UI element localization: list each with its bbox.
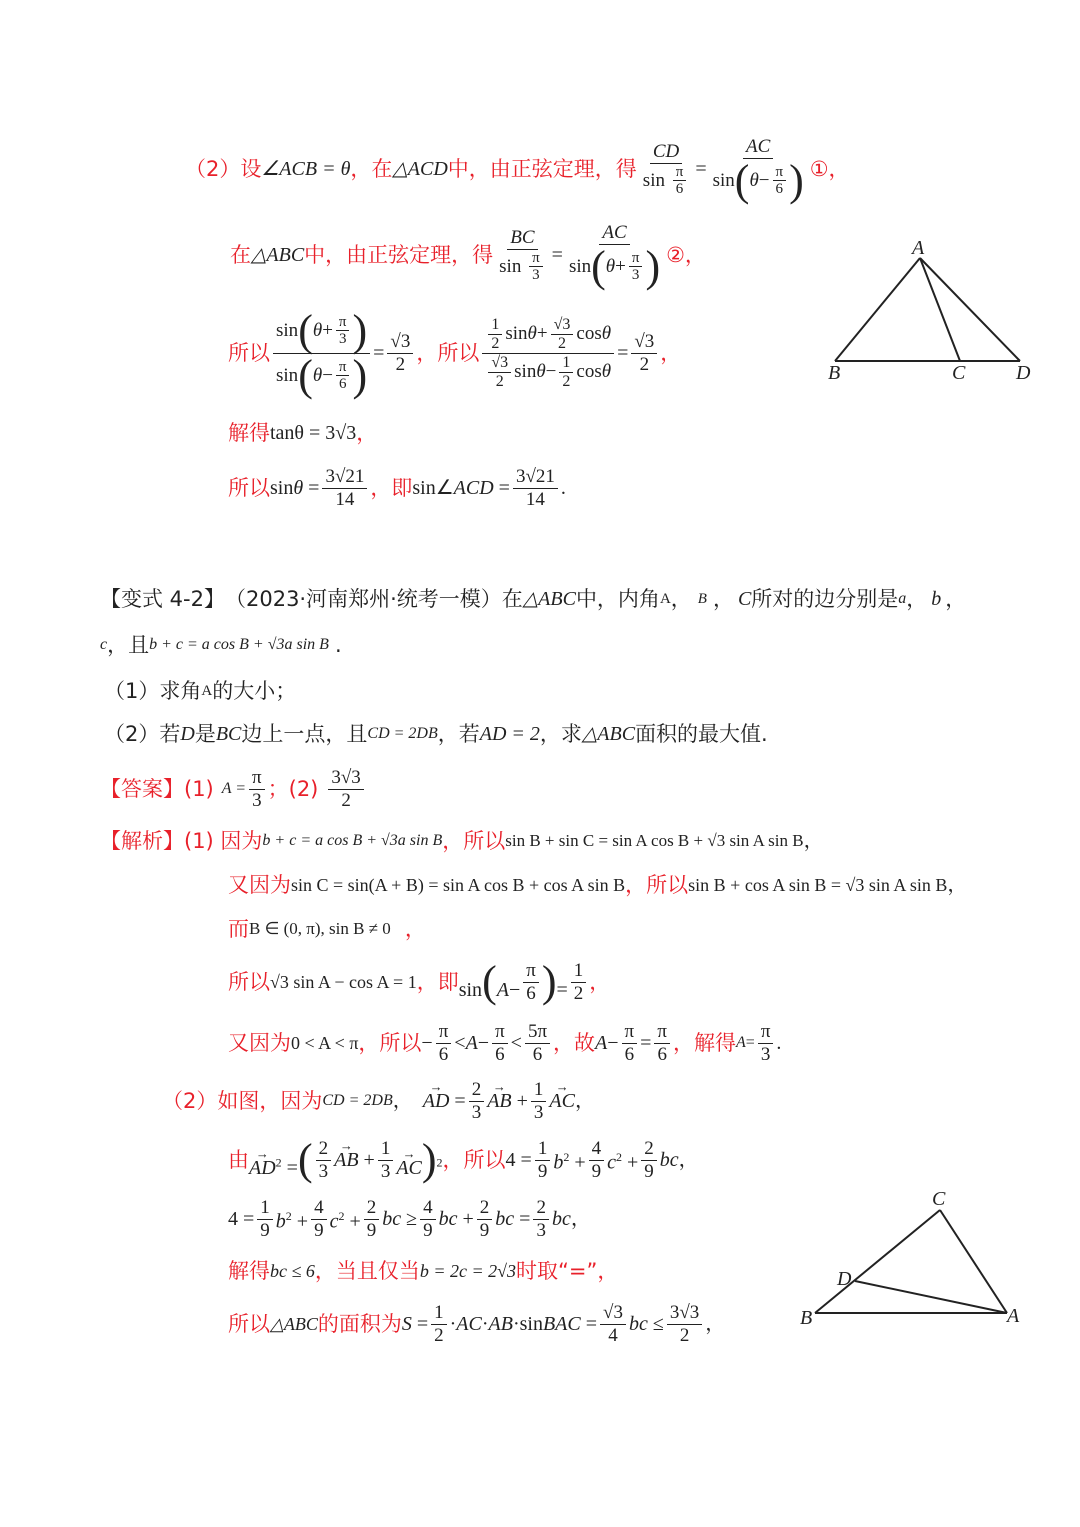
text-because: 又因为 bbox=[228, 1031, 291, 1055]
var-a-upper: A bbox=[201, 683, 213, 699]
sol-line-3: 所以 sin ( θ + $\frac{\pi}{3}$ ) sin ( θ − $\frac{\pi}{6}$ ) = $\frac{√3}{2}$ ，所以 $\frac{1}{2}$ sin θ + $\frac{√3}{2}$ cos θ $\frac{√3}{2}$ sin θ − $\frac{1}{2}$ cos θ = $\frac{√3}{2}$ ， bbox=[228, 305, 682, 400]
variant-heading: 【变式 4-2】 bbox=[100, 587, 225, 611]
text: 所对的边分别是 bbox=[751, 587, 899, 611]
segment-bc: BC bbox=[215, 723, 242, 745]
expr: bc ≤ 6 bbox=[270, 1261, 315, 1281]
frac-4-9: $\frac{4}{9}$ bbox=[589, 1138, 605, 1183]
text: ，求 bbox=[539, 722, 582, 746]
fig1-label-d: D bbox=[1016, 362, 1031, 384]
triangle-figure-1 bbox=[820, 238, 1040, 388]
comma: ， bbox=[803, 830, 824, 852]
var-c-upper: C bbox=[737, 588, 752, 610]
triangle-abc: △ABC bbox=[522, 588, 576, 610]
frac-4-9: $\frac{4}{9}$ bbox=[420, 1197, 436, 1242]
text-in-2: 在 bbox=[230, 243, 251, 267]
text-so: ，所以 bbox=[442, 829, 506, 853]
sep: ， bbox=[712, 587, 734, 611]
sep: ； bbox=[267, 777, 289, 801]
sol-part-label: （2）设 bbox=[185, 157, 262, 181]
expr: b = 2c = 2√3 bbox=[419, 1261, 517, 1281]
text-ie: ，即 bbox=[416, 970, 459, 994]
sol-line-4 bbox=[228, 418, 377, 448]
frac-2-3: $\frac{2}{3}$ bbox=[316, 1138, 332, 1183]
var-b-upper: B bbox=[697, 591, 707, 607]
triangle-figure-2 bbox=[795, 1185, 1035, 1335]
text-so: ，所以 bbox=[358, 1031, 422, 1055]
frac-pi-6: $\frac{\pi}{6}$ bbox=[523, 960, 539, 1005]
expr: b + c = a cos B + √3a sin B bbox=[262, 832, 443, 849]
analysis-part-2: （2）如图，因为 bbox=[162, 1089, 323, 1113]
text-equality: 时取“=”， bbox=[516, 1259, 619, 1283]
q2-text: （2）若 bbox=[104, 722, 181, 746]
point-d: D bbox=[180, 723, 195, 745]
frac-pi-6: $\frac{\pi}{6}$ bbox=[492, 1021, 508, 1066]
fig2-label-a: A bbox=[1007, 1305, 1020, 1327]
frac-root3-over-2: $\frac{√3}{2}$ bbox=[387, 331, 413, 376]
triangle-acd: △ACD bbox=[392, 158, 448, 180]
angle-expr: ∠ACB = θ bbox=[261, 158, 351, 180]
sep: ， bbox=[670, 587, 692, 611]
frac-4-9: $\frac{4}{9}$ bbox=[311, 1197, 327, 1242]
answer-line bbox=[100, 762, 367, 816]
tan-result: tanθ = 3√3 bbox=[270, 422, 357, 444]
text-hence: ，故 bbox=[553, 1031, 596, 1055]
text-because: 又因为 bbox=[228, 873, 291, 897]
expr: sin C = sin(A + B) = sin A cos B + cos A sin B bbox=[291, 875, 626, 895]
text-solve: ，解得 bbox=[673, 1031, 736, 1055]
period: . bbox=[560, 477, 566, 499]
text-and: 而 bbox=[228, 917, 249, 941]
frac-1-2: $\frac{1}{2}$ bbox=[431, 1302, 447, 1347]
fig1-label-c: C bbox=[952, 362, 966, 384]
text-so: 所以 bbox=[228, 476, 270, 500]
q1-end: 的大小； bbox=[212, 679, 297, 703]
frac-3root3-2: $\frac{3√3}{2}$ bbox=[667, 1302, 702, 1347]
frac-2-9: $\frac{2}{9}$ bbox=[641, 1138, 657, 1183]
var-a-upper: A bbox=[659, 591, 671, 607]
fig2-label-b: B bbox=[800, 1307, 813, 1329]
frac-pi-6: $\frac{\pi}{6}$ bbox=[436, 1021, 452, 1066]
text-so: 所以 bbox=[228, 1312, 270, 1336]
ratio-sin-fraction: sin ( θ + $\frac{\pi}{3}$ ) sin ( θ − $\frac{\pi}{6}$ ) bbox=[273, 309, 370, 398]
text-sine-law: 中，由正弦定理，得 bbox=[447, 157, 637, 181]
comma: ， bbox=[947, 874, 968, 896]
text: 是 bbox=[194, 722, 216, 746]
ad-expr: AD = 2 bbox=[479, 723, 540, 745]
frac-pi-6: $\frac{\pi}{6}$ bbox=[622, 1021, 638, 1066]
comma: ， bbox=[678, 1149, 699, 1171]
sol-line-1: （2）设 ∠ACB = θ ，在 △ACD 中，由正弦定理，得 CD sin $\frac{\pi}{6}$ = AC sin ( θ − $\frac{\pi}{6}$ ) ①， bbox=[185, 135, 850, 205]
analysis-part2-line-5: 所以 △ABC 的面积为 S = $\frac{1}{2}$ ·AC·AB·sinBAC = $\frac{√3}{4}$ bc ≤ $\frac{3√3}{2}$ ， bbox=[228, 1301, 726, 1346]
frac-2-3: $\frac{2}{3}$ bbox=[533, 1197, 549, 1242]
frac-2-9: $\frac{2}{9}$ bbox=[364, 1197, 380, 1242]
text-so: 所以 bbox=[228, 970, 270, 994]
frac-pi-3: $\frac{\pi}{3}$ bbox=[758, 1021, 774, 1066]
text-ie: ，即 bbox=[370, 476, 413, 500]
frac-1-9: $\frac{1}{9}$ bbox=[535, 1138, 551, 1183]
cd-expr: CD = 2DB bbox=[322, 1092, 393, 1109]
text-solve: 解得 bbox=[228, 421, 270, 445]
comma: ， bbox=[404, 917, 426, 941]
fraction-ac-sin-2: AC sin ( θ + $\frac{\pi}{3}$ ) bbox=[568, 221, 661, 291]
comma: ， bbox=[356, 421, 378, 445]
frac-3root21-14: $\frac{3√21}{14}$ bbox=[322, 466, 367, 511]
sol-line-5: 所以 sinθ = $\frac{3√21}{14}$ ，即 sin∠ACD = $\frac{3√21}{14}$ . bbox=[228, 465, 566, 510]
text-from: 由 bbox=[228, 1148, 249, 1172]
text-so-2: ，所以 bbox=[416, 341, 480, 365]
analysis-line-4: 所以 √3 sin A − cos A = 1 ，即 sin(A− $\frac{\pi}{6}$ )= $\frac{1}{2}$ ， bbox=[228, 956, 611, 1006]
comma: ， bbox=[589, 970, 611, 994]
triangle-abc: △ABC bbox=[270, 1314, 318, 1334]
variant-line-1 bbox=[100, 584, 966, 614]
frac-root3-4: $\frac{√3}{4}$ bbox=[600, 1302, 626, 1347]
circle-two: ②， bbox=[666, 243, 706, 267]
condition-expr: b + c = a cos B + √3a sin B bbox=[149, 636, 329, 653]
text-solve: 解得 bbox=[228, 1259, 270, 1283]
var-b: b bbox=[931, 588, 942, 610]
comma: ， bbox=[660, 341, 682, 365]
frac-1-2: $\frac{1}{2}$ bbox=[571, 960, 587, 1005]
answer-a: A = bbox=[221, 780, 247, 797]
analysis-line-1 bbox=[100, 826, 824, 856]
text: 中，内角 bbox=[575, 587, 660, 611]
comma: ， bbox=[574, 1090, 595, 1112]
analysis-part2-line-1: （2）如图，因为 CD = 2DB ， → AD = $\frac{2}{3}$ → AB + $\frac{1}{3}$ → AC ， bbox=[162, 1076, 595, 1126]
analysis-part2-line-4 bbox=[228, 1256, 618, 1286]
answer-part-2: (2) bbox=[288, 777, 319, 801]
analysis-part2-line-3: 4 = $\frac{1}{9}$ $b^2$ + $\frac{4}{9}$ $c^2$ + $\frac{2}{9}$ bc ≥ $\frac{4}{9}$ bc + $\frac{2}{9}$ bc = $\frac{2}{3}$ bc ， bbox=[228, 1196, 591, 1241]
circle-one: ①， bbox=[809, 157, 850, 181]
comma: ， bbox=[392, 1090, 413, 1112]
q1-text: （1）求角 bbox=[104, 679, 202, 703]
question-1 bbox=[104, 676, 296, 706]
expr: √3 sin A − cos A = 1 bbox=[270, 972, 417, 992]
frac-3root21-14-b: $\frac{3√21}{14}$ bbox=[513, 466, 558, 511]
fig1-label-b: B bbox=[828, 362, 841, 384]
answer-part-1: (1) bbox=[184, 777, 214, 801]
sep: ， bbox=[945, 587, 967, 611]
expanded-ratio: $\frac{1}{2}$ sin θ + $\frac{√3}{2}$ cos θ $\frac{√3}{2}$ sin θ − $\frac{1}{2}$ cos θ bbox=[482, 316, 614, 391]
analysis-line-2 bbox=[228, 870, 967, 900]
analysis-line-3 bbox=[228, 914, 426, 944]
fig1-label-a: A bbox=[912, 238, 925, 259]
frac-pi-3: $\frac{\pi}{3}$ bbox=[249, 767, 265, 812]
analysis-line-5: 又因为 0 < A < π ，所以 − $\frac{\pi}{6}$ <A− $\frac{\pi}{6}$ < $\frac{5\pi}{6}$ ，故 A− $\frac{\pi}{6}$ = $\frac{\pi}{6}$ ，解得 A= $\frac{\pi}{3}$ . bbox=[228, 1020, 782, 1065]
text: 边上一点，且 bbox=[241, 722, 368, 746]
analysis-part2-line-2: 由 → $AD^2$ =( $\frac{2}{3}$ → AB + $\frac{1}{3}$ → AC)$^2$ ，所以 4 = $\frac{1}{9}$ $b^2$ + $\frac{4}{9}$ $c^2$ + $\frac{2}{9}$ bc ， bbox=[228, 1132, 699, 1188]
frac-2-9: $\frac{2}{9}$ bbox=[477, 1197, 493, 1242]
expr: sin B + sin C = sin A cos B + √3 sin A sin B bbox=[505, 831, 804, 850]
text-in: ，在 bbox=[350, 157, 393, 181]
text: ，且 bbox=[107, 633, 150, 657]
fig2-label-d: D bbox=[837, 1268, 852, 1290]
comma: ， bbox=[570, 1208, 591, 1230]
variant-line-2 bbox=[100, 630, 342, 660]
frac-2-3: $\frac{2}{3}$ bbox=[469, 1079, 485, 1124]
var-a: a bbox=[898, 590, 907, 607]
frac-1-3: $\frac{1}{3}$ bbox=[531, 1079, 547, 1124]
text: 面积的最大值. bbox=[635, 722, 768, 746]
frac-3root3-2: $\frac{3√3}{2}$ bbox=[328, 767, 363, 812]
sol-line-2: 在 △ABC 中，由正弦定理，得 BC sin $\frac{\pi}{3}$ = AC sin ( θ + $\frac{\pi}{3}$ ) ②， bbox=[230, 221, 706, 291]
fig2-label-c: C bbox=[932, 1188, 946, 1210]
triangle-abc: △ABC bbox=[581, 723, 636, 745]
expr: B ∈ (0, π), sin B ≠ 0 bbox=[249, 919, 391, 938]
text-area: 的面积为 bbox=[317, 1312, 402, 1336]
triangle-abc: △ABC bbox=[251, 244, 305, 266]
text: ，若 bbox=[437, 722, 480, 746]
answer-label: 【答案】 bbox=[100, 777, 184, 801]
variant-source: （2023·河南郑州·统考一模）在 bbox=[224, 587, 523, 611]
period: . bbox=[776, 1032, 782, 1054]
frac-1-9: $\frac{1}{9}$ bbox=[257, 1197, 273, 1242]
fraction-ac-sin: AC sin ( θ − $\frac{\pi}{6}$ ) bbox=[712, 135, 804, 205]
comma: ， bbox=[705, 1313, 726, 1335]
period: . bbox=[334, 633, 342, 657]
text-so: ，所以 bbox=[625, 873, 689, 897]
cd-expr: CD = 2DB bbox=[367, 725, 438, 742]
sep: ， bbox=[906, 587, 928, 611]
frac-pi-6: $\frac{\pi}{6}$ bbox=[654, 1021, 670, 1066]
analysis-part-1: (1) 因为 bbox=[184, 829, 263, 853]
analysis-label: 【解析】 bbox=[100, 829, 184, 853]
text-iff: ，当且仅当 bbox=[314, 1259, 420, 1283]
text-so: 所以 bbox=[228, 341, 270, 365]
frac-root3-over-2-b: $\frac{√3}{2}$ bbox=[631, 331, 657, 376]
fraction-cd-sin: CD sin $\frac{\pi}{6}$ bbox=[640, 141, 693, 197]
text-so: ，所以 bbox=[442, 1148, 506, 1172]
question-2 bbox=[104, 719, 768, 749]
expr: sin B + cos A sin B = √3 sin A sin B bbox=[688, 875, 948, 895]
var-c: c bbox=[100, 636, 108, 653]
text-sine-law-2: 中，由正弦定理，得 bbox=[304, 243, 494, 267]
fraction-bc-sin: BC sin $\frac{\pi}{3}$ bbox=[496, 227, 549, 283]
frac-5pi-6: $\frac{5\pi}{6}$ bbox=[525, 1021, 550, 1066]
expr: 0 < A < π bbox=[291, 1033, 359, 1053]
frac-1-3: $\frac{1}{3}$ bbox=[378, 1138, 394, 1183]
